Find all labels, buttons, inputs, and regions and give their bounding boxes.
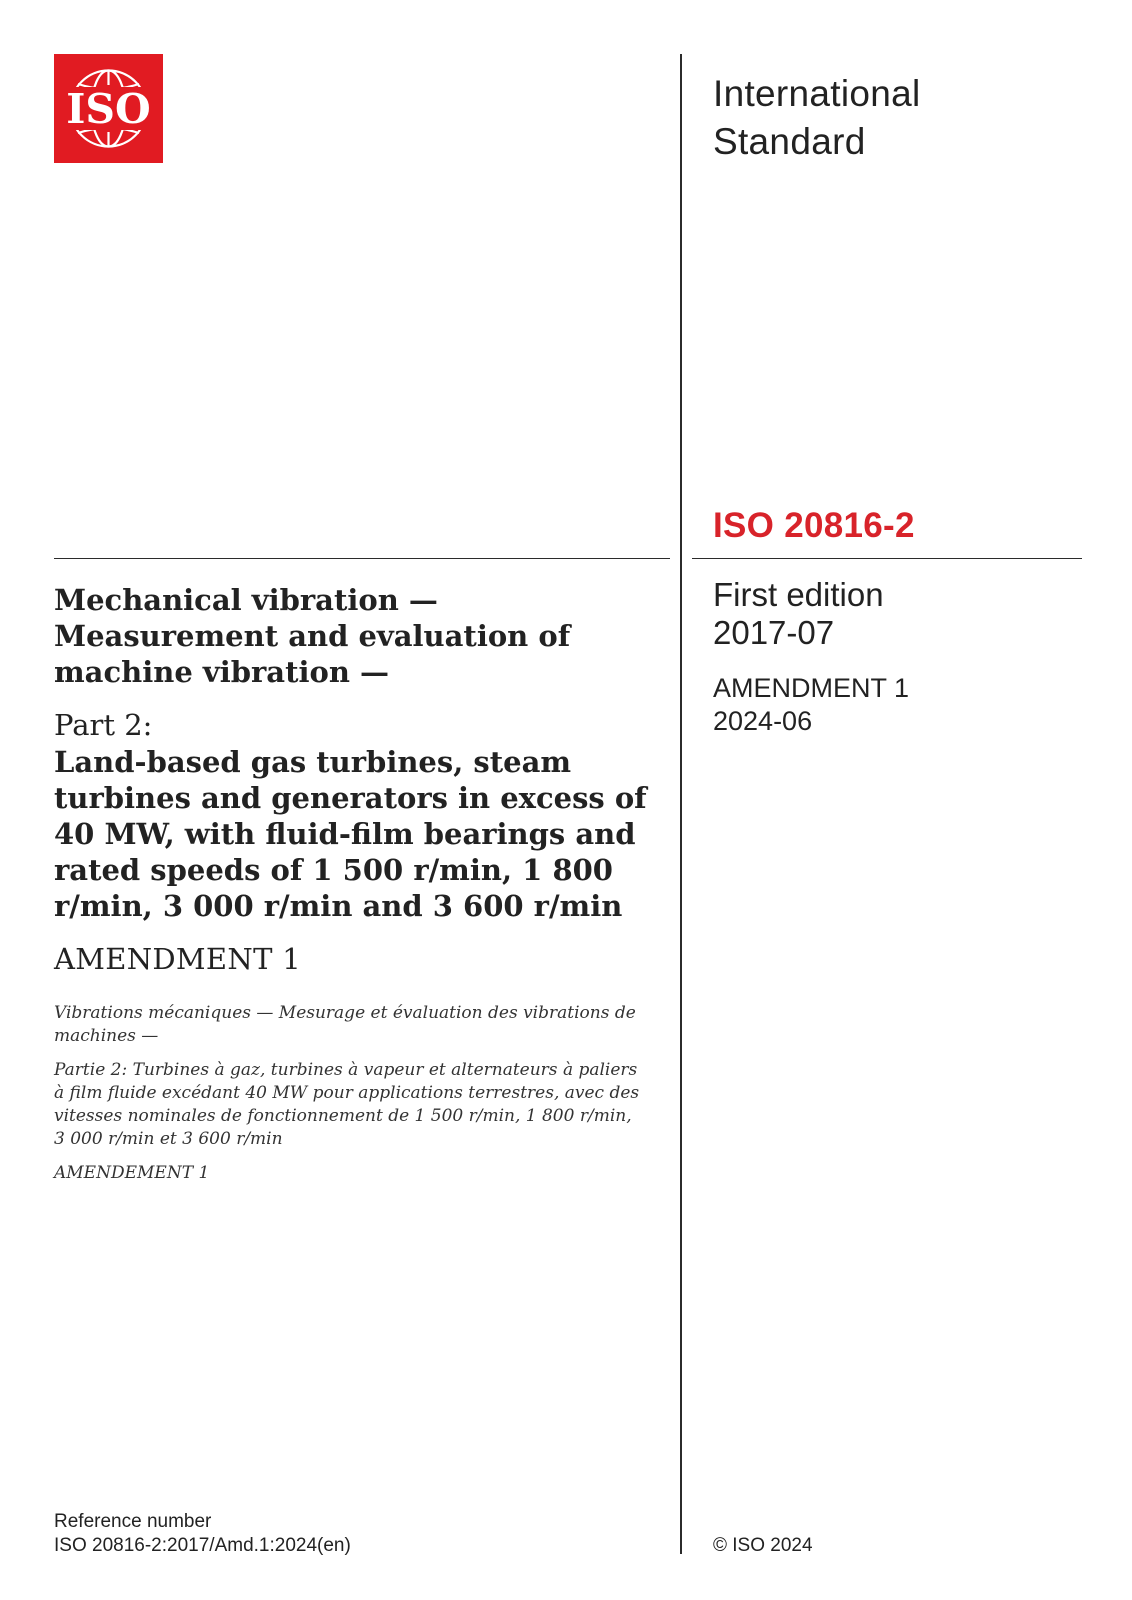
reference-number-label: Reference number — [54, 1511, 212, 1532]
vertical-divider — [680, 54, 682, 1554]
amendment-label-en: AMENDMENT 1 — [54, 942, 301, 976]
reference-number-value: ISO 20816-2:2017/Amd.1:2024(en) — [54, 1535, 351, 1556]
copyright: © ISO 2024 — [713, 1535, 813, 1556]
amendment-label-fr: AMENDEMENT 1 — [54, 1163, 210, 1183]
iso-logo — [54, 54, 163, 163]
part-title-en: Land-based gas turbines, steam turbines and generators in excess of 40 MW, with fluid-film bearings and rated speeds of 1 500 r/min, 1 800 r/min, 3 000 r/min and 3 600 r/min — [54, 745, 647, 923]
part-title-fr: Partie 2: Turbines à gaz, turbines à vapeur et alternateurs à paliers à film fluide excédant 40 MW pour applications terrestres, avec des vitesses nominales de fonctionnement de 1 500 r/min, 1 800 r/min, 3 000 r/min et 3 600 r/min — [54, 1060, 640, 1149]
amendment-date: AMENDMENT 1 2024-06 — [713, 673, 910, 736]
part-label-en: Part 2: — [54, 708, 153, 742]
title-main-en: Mechanical vibration — Measurement and evaluation of machine vibration — — [54, 583, 571, 689]
standard-number: ISO 20816-2 — [713, 506, 915, 545]
title-main-fr: Vibrations mécaniques — Mesurage et évaluation des vibrations de machines — — [54, 1003, 636, 1046]
edition-label: First edition 2017-07 — [713, 576, 884, 651]
iso-globe-logo-icon — [54, 54, 163, 163]
iso-logo-text: ISO — [66, 85, 151, 133]
horizontal-divider-left — [54, 558, 670, 559]
horizontal-divider-right — [692, 558, 1082, 559]
document-type: International Standard — [713, 73, 921, 162]
